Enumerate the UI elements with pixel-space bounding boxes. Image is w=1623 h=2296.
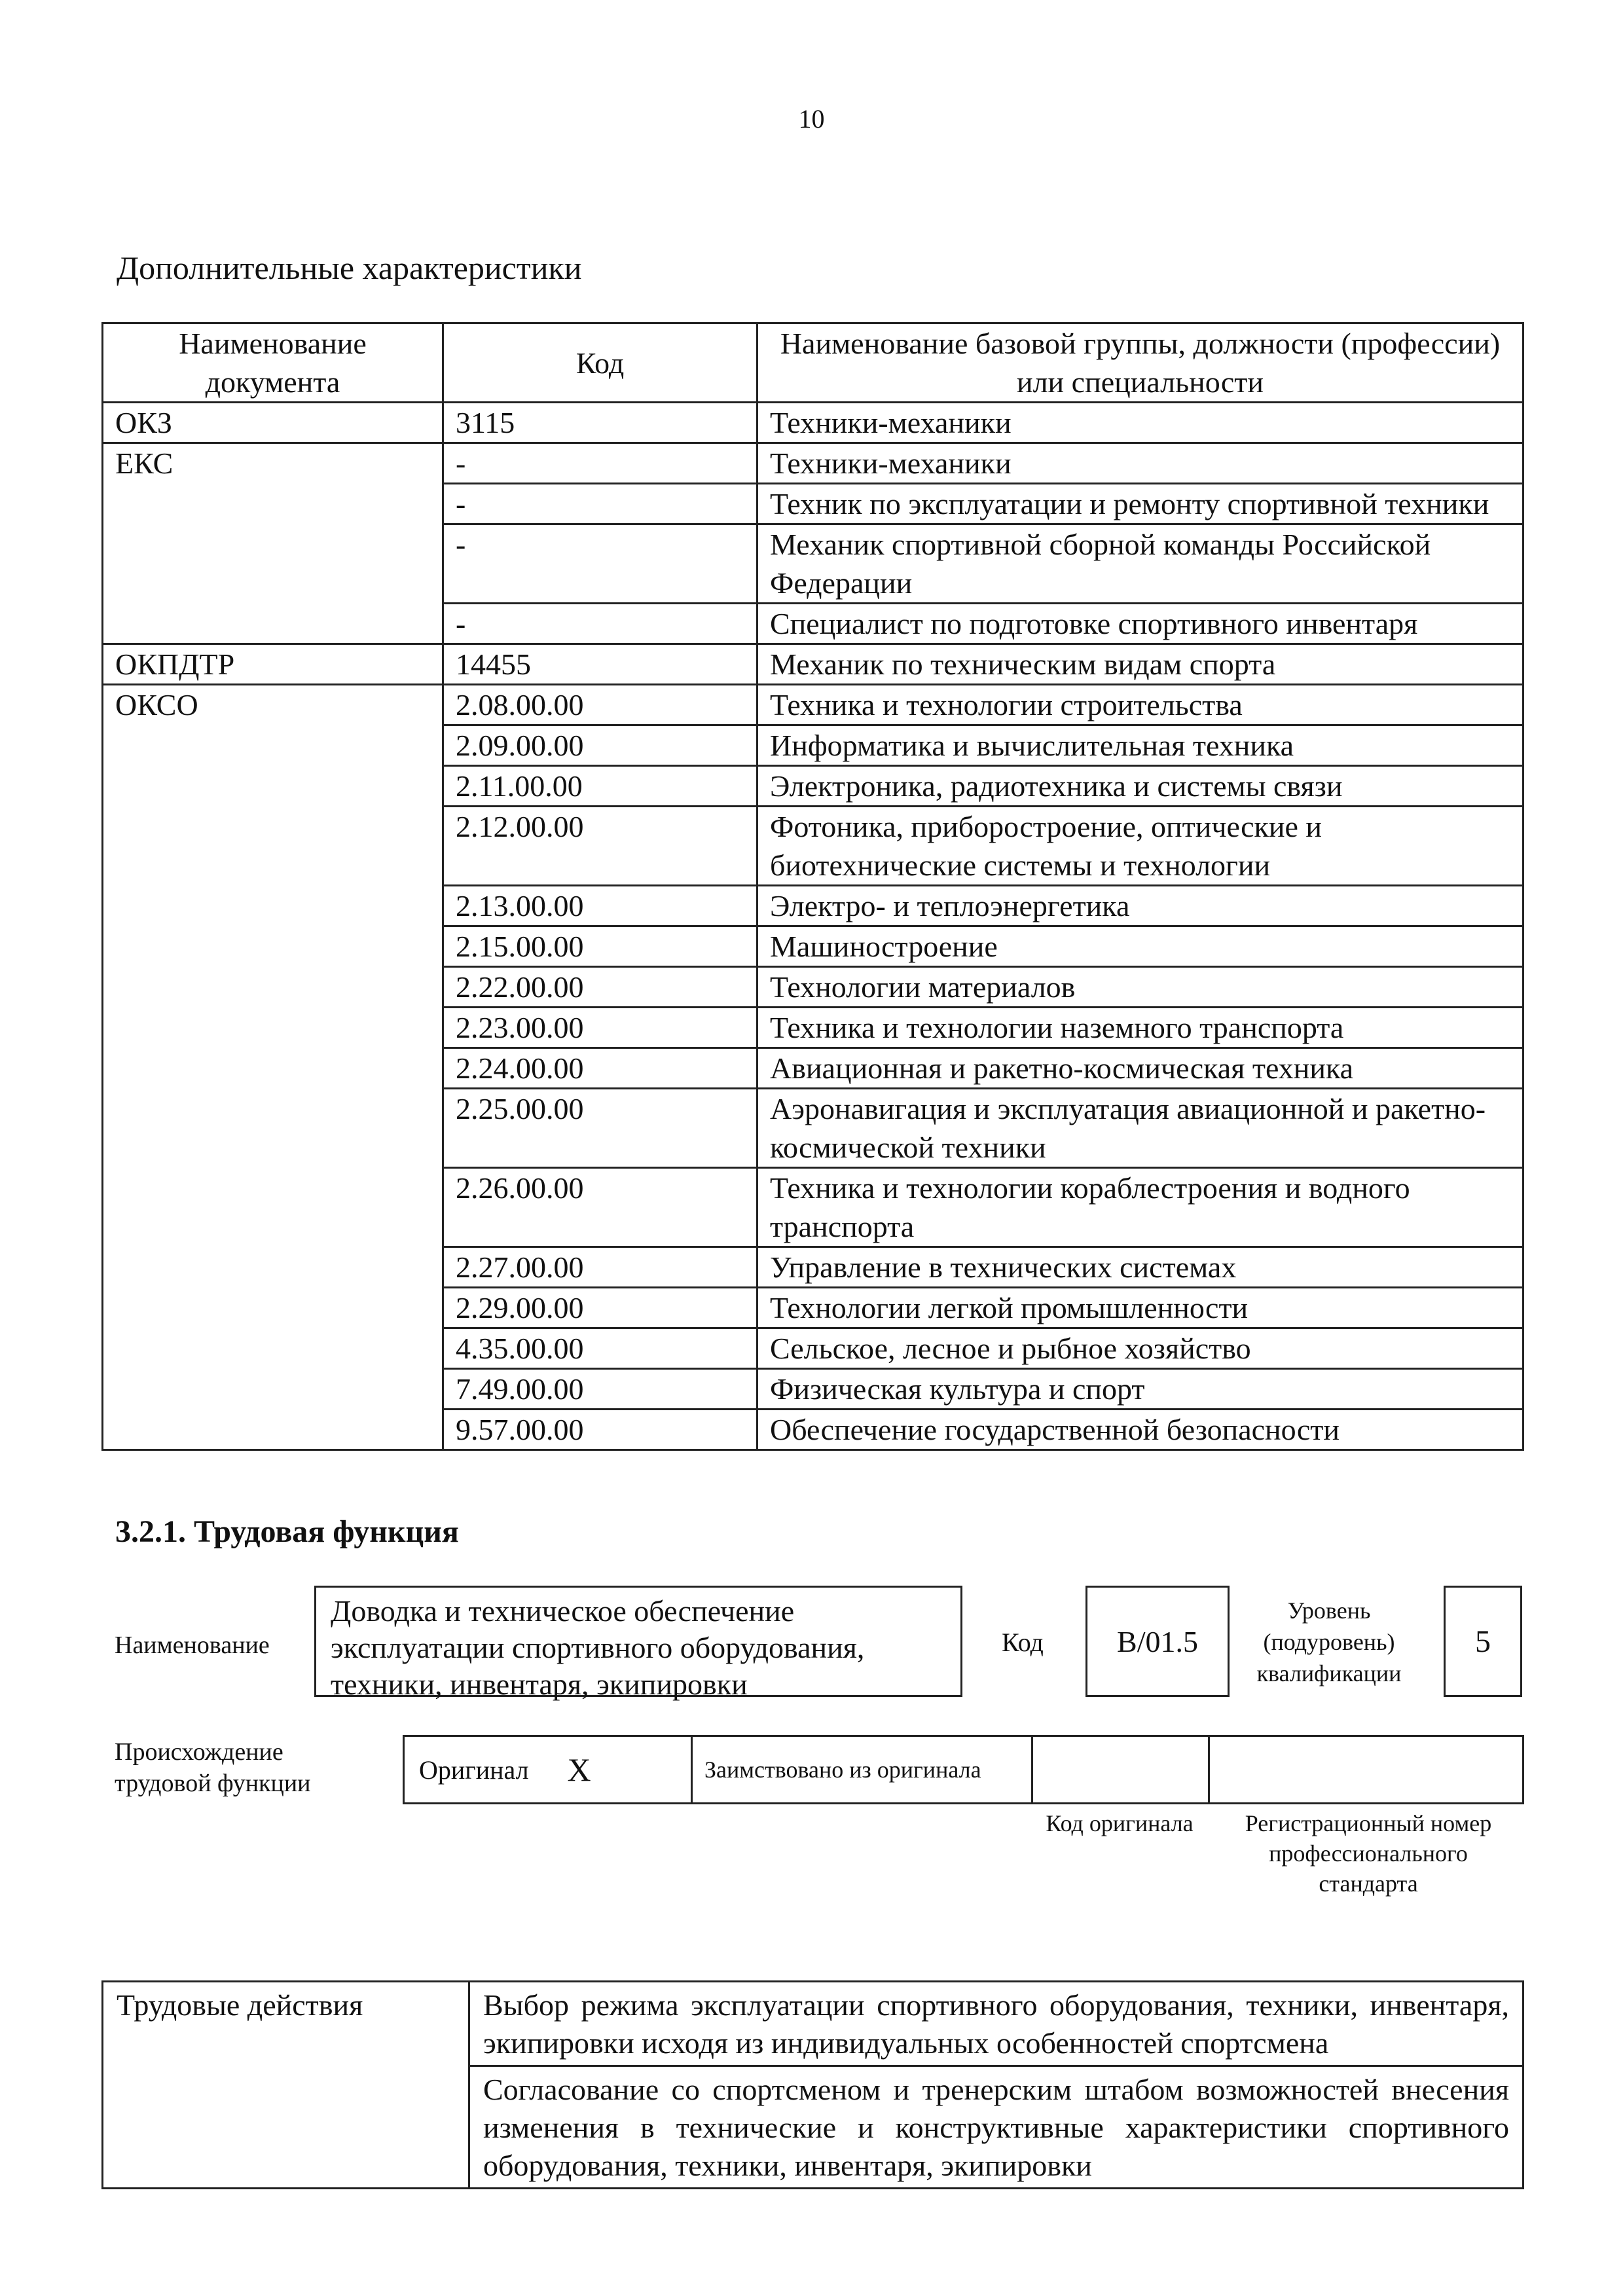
name-cell: Механик по техническим видам спорта: [757, 644, 1523, 685]
code-cell: 4.35.00.00: [443, 1328, 757, 1369]
table-row: [103, 685, 1523, 725]
code-cell: 2.12.00.00: [443, 807, 757, 886]
code-original-cell: [1032, 1736, 1209, 1804]
name-cell: Техники-механики: [757, 443, 1523, 484]
code-cell: 2.11.00.00: [443, 766, 757, 807]
original-mark: X: [528, 1736, 692, 1804]
name-cell: Электро- и теплоэнергетика: [757, 886, 1523, 926]
code-label: Код: [1002, 1628, 1044, 1657]
qualification-level-box: 5: [1444, 1586, 1522, 1697]
name-cell: Технологии материалов: [757, 967, 1523, 1008]
name-cell: Аэронавигация и эксплуатация авиационной и ракетно-космической техники: [757, 1089, 1523, 1168]
code-cell: 2.25.00.00: [443, 1089, 757, 1168]
name-cell: Управление в технических системах: [757, 1247, 1523, 1288]
code-cell: 3115: [443, 403, 757, 443]
name-cell: Электроника, радиотехника и системы связи: [757, 766, 1523, 807]
name-cell: Механик спортивной сборной команды Российской Федерации: [757, 524, 1523, 604]
code-cell: 2.09.00.00: [443, 725, 757, 766]
name-cell: Техник по эксплуатации и ремонту спортивной техники: [757, 484, 1523, 524]
code-cell: 2.26.00.00: [443, 1168, 757, 1247]
code-cell: -: [443, 443, 757, 484]
name-cell: Техника и технологии кораблестроения и водного транспорта: [757, 1168, 1523, 1247]
name-cell: Информатика и вычислительная техника: [757, 725, 1523, 766]
name-cell: Фотоника, приборостроение, оптические и биотехнические системы и технологии: [757, 807, 1523, 886]
labor-actions-table: [101, 1980, 1524, 2189]
labor-actions-label: Трудовые действия: [103, 1982, 469, 2189]
table-header-row: [103, 323, 1523, 403]
code-cell: 9.57.00.00: [443, 1410, 757, 1450]
code-cell: -: [443, 524, 757, 604]
table-row: [103, 1982, 1523, 2066]
reg-number-label: Регистрационный номер профессионального стандарта: [1245, 1810, 1492, 1897]
name-cell: Техники-механики: [757, 403, 1523, 443]
code-cell: 2.29.00.00: [443, 1288, 757, 1328]
doc-okpdtr: ОКПДТР: [103, 644, 443, 685]
section-title: Дополнительные характеристики: [117, 249, 582, 286]
labor-action-item: Выбор режима эксплуатации спортивного оборудования, техники, инвентаря, экипировки исходя из индивидуальных особенностей спортсмена: [469, 1982, 1523, 2066]
qualification-level-label: Уровень (подуровень) квалификации: [1256, 1597, 1402, 1686]
code-original-label: Код оригинала: [1046, 1810, 1194, 1836]
name-cell: Авиационная и ракетно-космическая техника: [757, 1048, 1523, 1089]
code-cell: -: [443, 484, 757, 524]
table-row: [103, 403, 1523, 443]
doc-okso: ОКСО: [103, 685, 443, 1450]
code-cell: -: [443, 604, 757, 644]
code-cell: 2.22.00.00: [443, 967, 757, 1008]
origin-table: [403, 1735, 1524, 1804]
header-code: Код: [443, 323, 757, 403]
name-cell: Технологии легкой промышленности: [757, 1288, 1523, 1328]
code-cell: 7.49.00.00: [443, 1369, 757, 1410]
name-cell: Сельское, лесное и рыбное хозяйство: [757, 1328, 1523, 1369]
labor-function-title: 3.2.1. Трудовая функция: [115, 1514, 459, 1549]
function-name-box: Доводка и техническое обеспечение эксплуатации спортивного оборудования, техники, инвентаря, экипировки: [314, 1586, 962, 1697]
reg-number-cell: [1209, 1736, 1523, 1804]
code-cell: 2.24.00.00: [443, 1048, 757, 1089]
borrowed-label: Заимствовано из оригинала: [692, 1736, 1032, 1804]
name-cell: Техника и технологии строительства: [757, 685, 1523, 725]
code-cell: 2.13.00.00: [443, 886, 757, 926]
name-cell: Физическая культура и спорт: [757, 1369, 1523, 1410]
code-value-box: B/01.5: [1085, 1586, 1230, 1697]
origin-label: Происхождение трудовой функции: [115, 1738, 311, 1797]
code-cell: 2.08.00.00: [443, 685, 757, 725]
characteristics-table: [101, 322, 1524, 1451]
header-doc-name: Наименование документа: [103, 323, 443, 403]
table-row: [103, 443, 1523, 484]
code-cell: 2.23.00.00: [443, 1008, 757, 1048]
name-cell: Обеспечение государственной безопасности: [757, 1410, 1523, 1450]
doc-eks: ЕКС: [103, 443, 443, 644]
doc-okz: ОКЗ: [103, 403, 443, 443]
original-label: Оригинал: [404, 1736, 528, 1804]
table-row: [103, 644, 1523, 685]
code-cell: 2.27.00.00: [443, 1247, 757, 1288]
name-cell: Машиностроение: [757, 926, 1523, 967]
code-cell: 14455: [443, 644, 757, 685]
name-cell: Специалист по подготовке спортивного инвентаря: [757, 604, 1523, 644]
code-cell: 2.15.00.00: [443, 926, 757, 967]
labor-action-item: Согласование со спортсменом и тренерским штабом возможностей внесения изменения в технические и конструктивные характеристики спортивного оборудования, техники, инвентаря, экипировки: [469, 2066, 1523, 2189]
name-cell: Техника и технологии наземного транспорта: [757, 1008, 1523, 1048]
page-number: 10: [798, 104, 825, 134]
header-group-name: Наименование базовой группы, должности (профессии) или специальности: [757, 323, 1523, 403]
name-label: Наименование: [115, 1631, 270, 1659]
